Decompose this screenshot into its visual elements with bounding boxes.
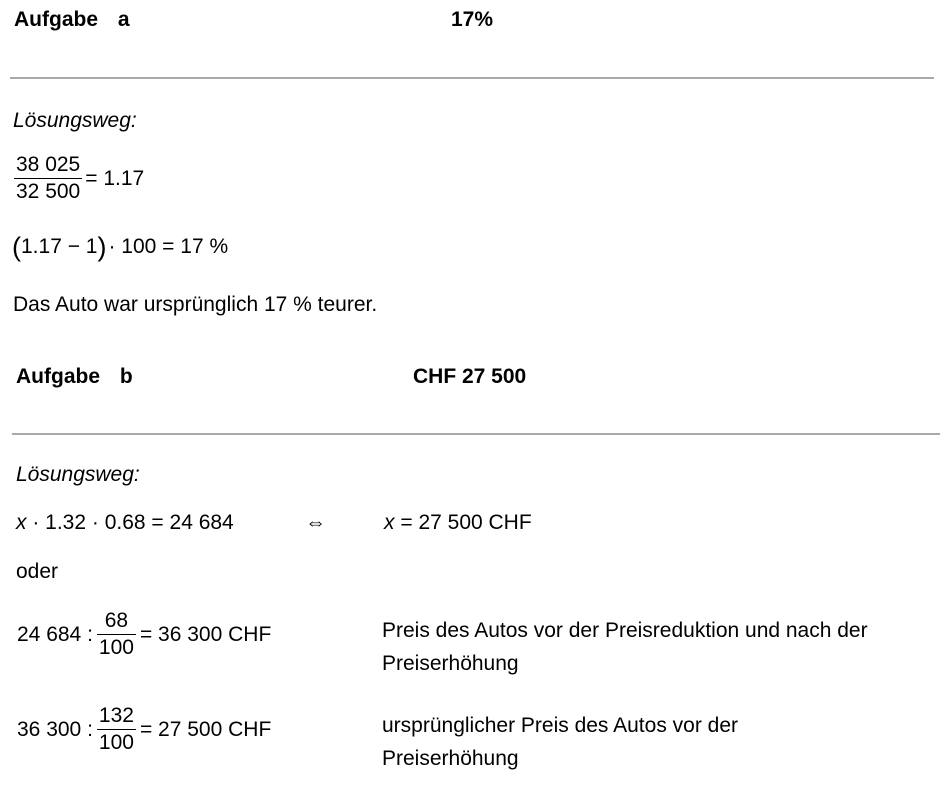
task-a-equation-2-rest: · 100 = 17 % <box>108 234 229 258</box>
task-a-equation-1 <box>14 152 144 205</box>
task-a-letter: a <box>117 8 130 31</box>
step-1-lead: 24 684 : <box>17 622 93 646</box>
task-b-step-2-equation <box>17 703 271 756</box>
step-1-denominator: 100 <box>98 636 134 659</box>
task-a-heading-word: Aufgabe <box>14 8 98 31</box>
task-a-fraction-numerator: 38 025 <box>14 152 82 179</box>
task-a-equation-1-rhs: = 1.17 <box>85 166 145 190</box>
task-a-fraction <box>14 152 82 205</box>
task-b-letter: b <box>119 365 133 388</box>
task-a-paren-inner: 1.17 − 1 <box>21 234 98 258</box>
task-a-divider <box>10 77 934 79</box>
task-a-heading <box>14 8 130 32</box>
task-b-equation-right-rest: = 27 500 CHF <box>400 511 532 534</box>
task-b-equation-left <box>16 511 234 535</box>
step-2-rhs: = 27 500 CHF <box>139 717 272 741</box>
task-b-heading-word: Aufgabe <box>16 365 100 388</box>
task-a-method-label: Lösungsweg: <box>13 109 137 132</box>
step-2-denominator: 100 <box>98 731 134 754</box>
task-b-variable-x-2: x <box>384 511 395 534</box>
task-a-open-paren: ( <box>12 232 21 262</box>
task-b-method-label: Lösungsweg: <box>16 463 140 486</box>
step-2-description: ursprünglicher Preis des Autos vor der Preiserhöhung <box>382 714 739 770</box>
task-a-conclusion: Das Auto war ursprünglich 17 % teurer. <box>13 293 378 316</box>
equivalence-symbol: ⇔ <box>305 511 326 534</box>
task-b-equation-left-rest: · 1.32 · 0.68 = 24 684 <box>32 511 234 534</box>
task-b-variable-x: x <box>16 511 27 534</box>
step-1-fraction <box>97 608 136 661</box>
task-a-equation-2 <box>12 231 228 262</box>
step-1-description: Preis des Autos vor der Preisreduktion und nach der Preiserhöhung <box>382 619 868 675</box>
task-b-heading <box>16 365 133 389</box>
step-2-fraction <box>97 703 136 756</box>
task-b-divider <box>12 433 940 435</box>
step-2-lead: 36 300 : <box>17 717 93 741</box>
task-a-fraction-denominator: 32 500 <box>16 180 81 203</box>
task-b-step-1-equation <box>17 608 271 661</box>
task-a-close-paren: ) <box>97 232 107 262</box>
task-a-result: 17% <box>451 8 494 31</box>
or-text: oder <box>16 560 59 583</box>
task-b-equation-right <box>384 511 532 535</box>
step-1-numerator: 68 <box>97 608 136 635</box>
step-1-rhs: = 36 300 CHF <box>139 622 272 646</box>
task-b-result: CHF 27 500 <box>413 365 527 388</box>
step-2-numerator: 132 <box>97 703 136 730</box>
